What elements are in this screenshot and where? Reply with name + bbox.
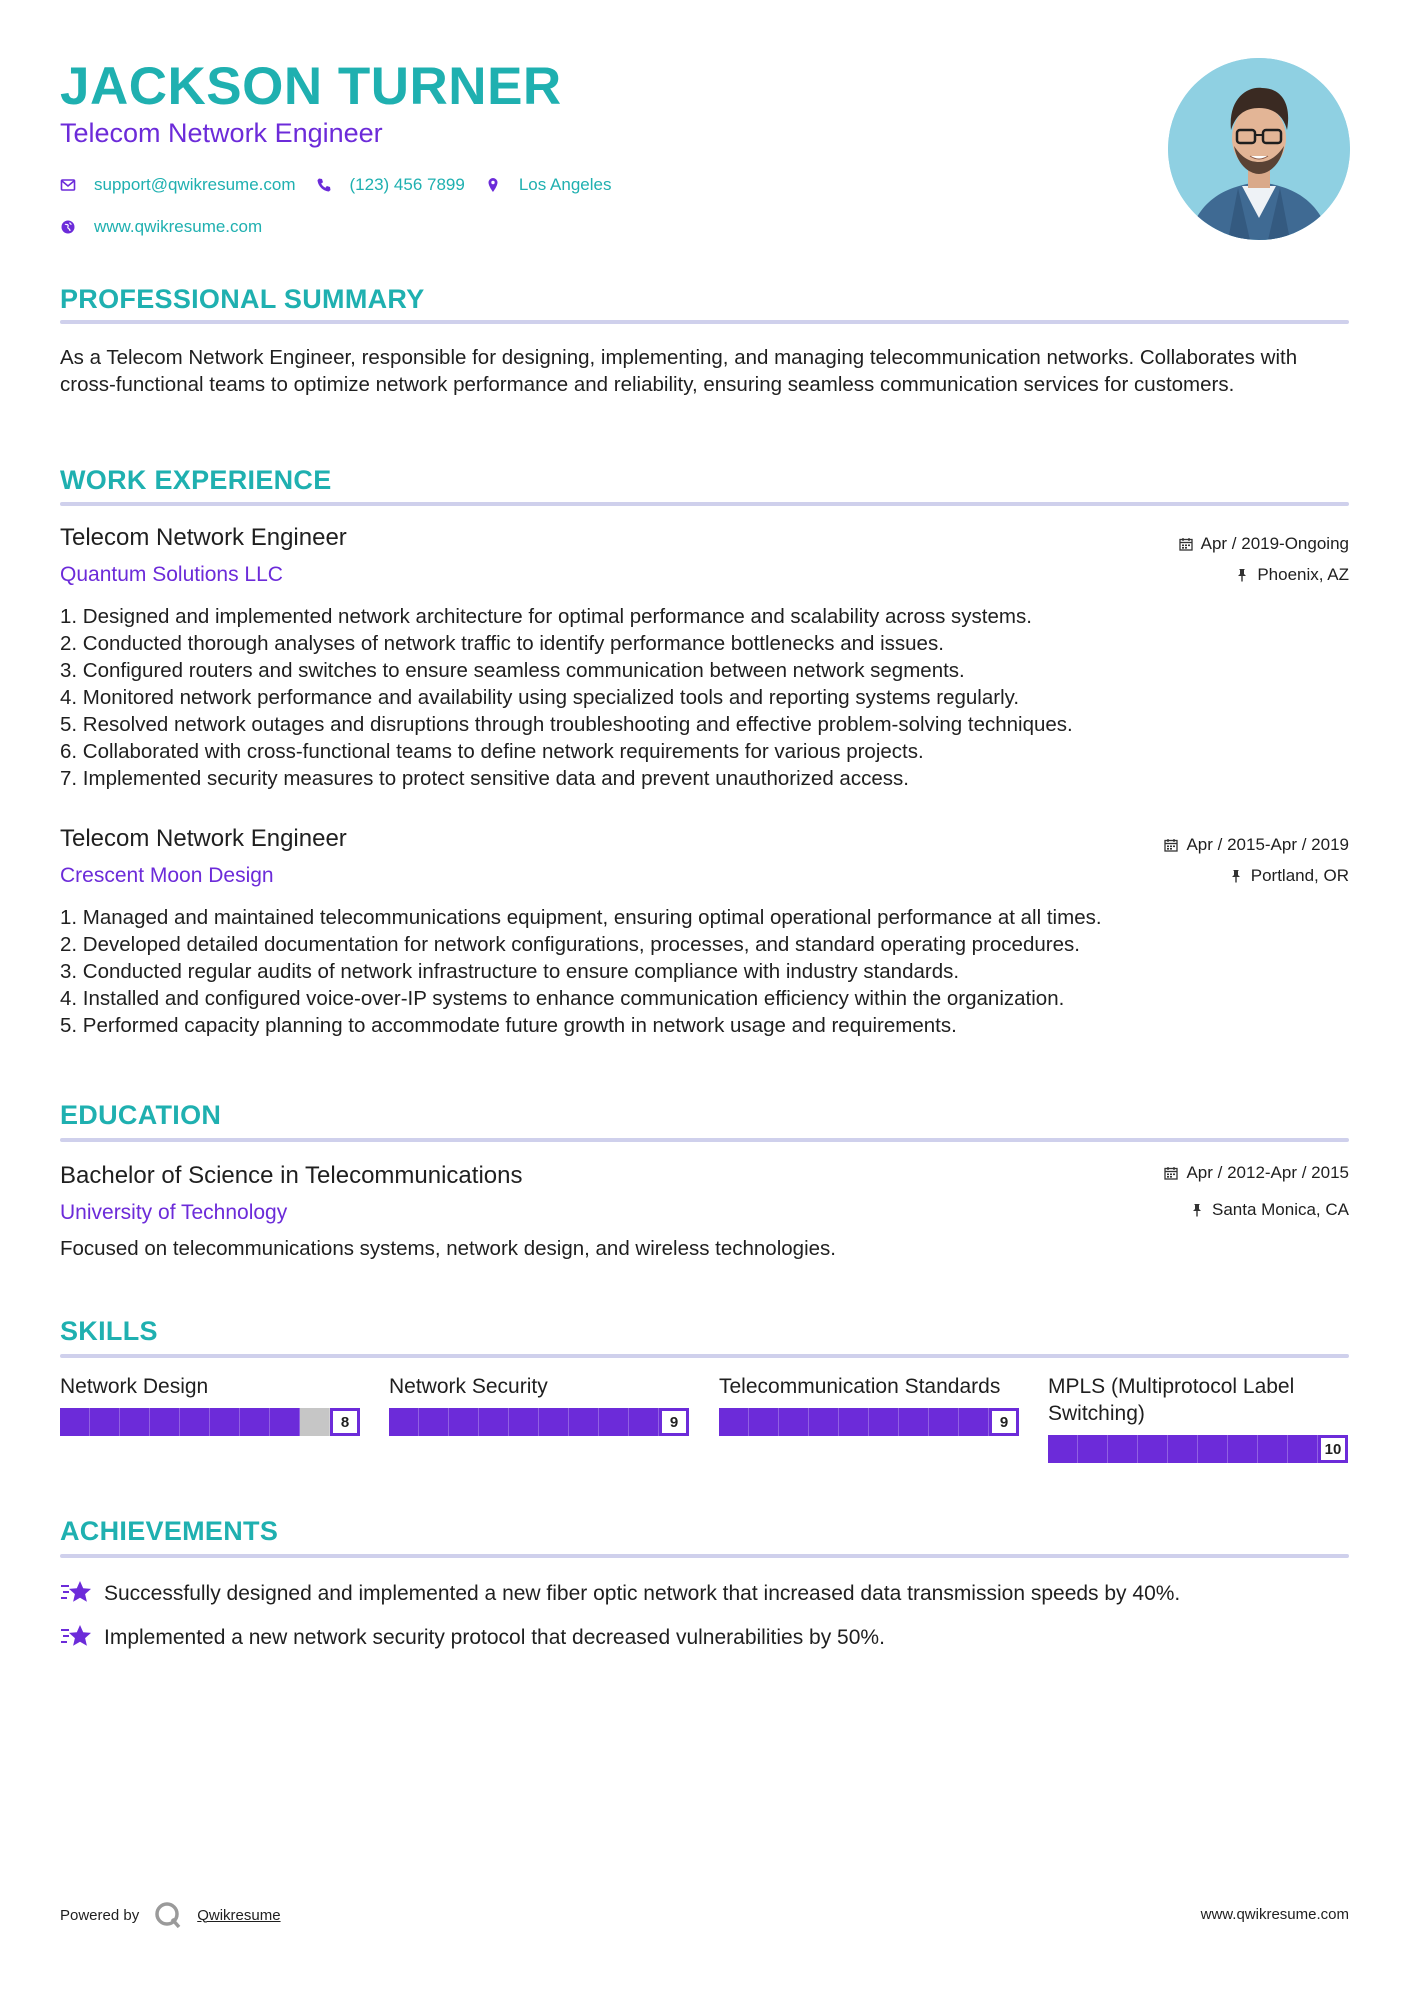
section-heading-experience: WORK EXPERIENCE — [60, 465, 332, 495]
map-pin-icon — [485, 177, 501, 193]
skill-level-bar — [1048, 1435, 1348, 1463]
job-dates — [1164, 836, 1349, 853]
footer-website[interactable]: www.qwikresume.com — [1200, 1906, 1349, 1923]
skill-item — [389, 1373, 689, 1436]
education-location — [1190, 1201, 1349, 1218]
job-company: Quantum Solutions LLC — [60, 563, 283, 586]
skill-bar-segment — [929, 1408, 959, 1436]
skill-bar-segment — [120, 1408, 150, 1436]
footer-powered-by — [60, 1900, 281, 1930]
phone-icon — [316, 177, 332, 193]
education-description: Focused on telecommunications systems, network design, and wireless technologies. — [60, 1237, 836, 1260]
school-name: University of Technology — [60, 1201, 288, 1224]
achievement-text: Implemented a new network security protocol that decreased vulnerabilities by 50%. — [104, 1625, 885, 1649]
achievement-item — [60, 1578, 1180, 1608]
skill-bar-segment — [569, 1408, 599, 1436]
skill-bar-segment — [270, 1408, 300, 1436]
skill-bar-segment — [1258, 1435, 1288, 1463]
skill-bar-segment — [240, 1408, 270, 1436]
contact-website[interactable]: www.qwikresume.com — [94, 217, 263, 236]
envelope-icon — [60, 177, 76, 193]
section-divider — [60, 502, 1349, 506]
skill-bar-segment — [1288, 1435, 1318, 1463]
pushpin-icon — [1235, 568, 1249, 582]
job-title: Telecom Network Engineer — [60, 524, 347, 551]
skill-bar-segment — [599, 1408, 629, 1436]
calendar-icon — [1164, 1166, 1178, 1180]
summary-text: As a Telecom Network Engineer, responsible for designing, implementing, and managing telecommunication networks. Collaborates with cross-functional teams to optimize network performance and reliability, ensuring seamless communication services for customers. — [60, 346, 1298, 396]
skill-bar-segment — [449, 1408, 479, 1436]
contact-row-primary — [60, 176, 631, 193]
skill-item — [60, 1373, 360, 1436]
skill-bar-segment — [479, 1408, 509, 1436]
section-divider — [60, 320, 1349, 324]
skill-bar-segment — [629, 1408, 659, 1436]
skill-bar-segment — [1228, 1435, 1258, 1463]
job-location — [1235, 566, 1349, 583]
section-divider — [60, 1354, 1349, 1358]
skill-bar-segment — [389, 1408, 419, 1436]
achievement-text: Successfully designed and implemented a new fiber optic network that increased data transmission speeds by 40%. — [104, 1581, 1181, 1605]
job-location-text: Portland, OR — [1250, 866, 1349, 885]
skill-bar-segment — [809, 1408, 839, 1436]
list-item: 1. Designed and implemented network architecture for optimal performance and scalability across systems. — [60, 605, 1032, 628]
skill-level-value: 9 — [659, 1408, 689, 1436]
contact-phone[interactable]: (123) 456 7899 — [349, 175, 465, 194]
contact-email[interactable]: support@qwikresume.com — [94, 175, 296, 194]
candidate-name: JACKSON TURNER — [60, 57, 562, 116]
job-title: Telecom Network Engineer — [60, 825, 347, 852]
list-item: 6. Collaborated with cross-functional teams to define network requirements for various projects. — [60, 740, 924, 763]
skill-bar-segment — [1108, 1435, 1138, 1463]
section-divider — [60, 1554, 1349, 1558]
skill-bar-segment — [1078, 1435, 1108, 1463]
skill-level-bar — [719, 1408, 1019, 1436]
job-dates-text: Apr / 2019-Ongoing — [1200, 534, 1349, 553]
globe-icon — [60, 219, 76, 235]
degree-title: Bachelor of Science in Telecommunications — [60, 1162, 523, 1189]
skill-bar-segment — [899, 1408, 929, 1436]
star-icon — [60, 1622, 92, 1652]
skill-bar-segment — [839, 1408, 869, 1436]
skill-bar-segment — [180, 1408, 210, 1436]
skill-bar-segment — [1048, 1435, 1078, 1463]
list-item: 2. Developed detailed documentation for network configurations, processes, and standard operating procedures. — [60, 933, 1080, 956]
list-item: 5. Performed capacity planning to accommodate future growth in network usage and requirements. — [60, 1014, 957, 1037]
candidate-title: Telecom Network Engineer — [60, 118, 383, 148]
skill-level-value: 10 — [1318, 1435, 1348, 1463]
skill-name: Telecommunication Standards — [719, 1375, 1001, 1398]
skill-bar-segment — [509, 1408, 539, 1436]
job-dates-text: Apr / 2015-Apr / 2019 — [1186, 835, 1349, 854]
skill-level-bar — [60, 1408, 360, 1436]
skill-bar-segment — [300, 1408, 330, 1436]
skill-bar-segment — [719, 1408, 749, 1436]
list-item: 2. Conducted thorough analyses of network traffic to identify performance bottlenecks and issues. — [60, 632, 944, 655]
skill-bar-segment — [1138, 1435, 1168, 1463]
job-dates — [1179, 535, 1349, 552]
education-dates — [1164, 1164, 1349, 1181]
skill-item — [1048, 1373, 1348, 1463]
job-duties-list — [60, 904, 1349, 1039]
calendar-icon — [1164, 838, 1178, 852]
section-heading-achievements: ACHIEVEMENTS — [60, 1516, 279, 1546]
list-item: 3. Configured routers and switches to ensure seamless communication between network segments. — [60, 659, 965, 682]
section-heading-summary: PROFESSIONAL SUMMARY — [60, 284, 425, 314]
education-dates-text: Apr / 2012-Apr / 2015 — [1186, 1163, 1349, 1182]
skill-name: Network Security — [389, 1375, 548, 1398]
skill-bar-segment — [419, 1408, 449, 1436]
skill-bar-segment — [869, 1408, 899, 1436]
achievement-item — [60, 1622, 885, 1652]
skill-name: MPLS (Multiprotocol Label Switching) — [1048, 1375, 1295, 1425]
skill-bar-segment — [1198, 1435, 1228, 1463]
powered-by-label: Powered by — [60, 1906, 140, 1924]
skill-name: Network Design — [60, 1375, 209, 1398]
list-item: 4. Monitored network performance and availability using specialized tools and reporting systems regularly. — [60, 686, 1020, 709]
skill-bar-segment — [90, 1408, 120, 1436]
job-location-text: Phoenix, AZ — [1257, 565, 1349, 584]
section-heading-education: EDUCATION — [60, 1100, 222, 1130]
skill-bar-segment — [779, 1408, 809, 1436]
pushpin-icon — [1190, 1203, 1204, 1217]
section-heading-skills: SKILLS — [60, 1316, 158, 1346]
list-item: 4. Installed and configured voice-over-IP systems to enhance communication efficiency within the organization. — [60, 987, 1065, 1010]
skill-bar-segment — [1168, 1435, 1198, 1463]
skill-bar-segment — [60, 1408, 90, 1436]
qwikresume-logo-icon — [153, 1900, 183, 1930]
list-item: 5. Resolved network outages and disruptions through troubleshooting and effective problem-solving techniques. — [60, 713, 1073, 736]
job-location — [1229, 867, 1349, 884]
contact-row-secondary — [60, 218, 282, 235]
pushpin-icon — [1229, 869, 1243, 883]
calendar-icon — [1179, 537, 1193, 551]
education-location-text: Santa Monica, CA — [1211, 1200, 1349, 1219]
section-divider — [60, 1138, 1349, 1142]
skill-level-bar — [389, 1408, 689, 1436]
skill-item — [719, 1373, 1019, 1436]
skill-bar-segment — [150, 1408, 180, 1436]
skill-bar-segment — [539, 1408, 569, 1436]
list-item: 3. Conducted regular audits of network infrastructure to ensure compliance with industry standards. — [60, 960, 960, 983]
star-icon — [60, 1578, 92, 1608]
job-company: Crescent Moon Design — [60, 864, 274, 887]
skill-bar-segment — [749, 1408, 779, 1436]
qwikresume-link[interactable]: Qwikresume — [197, 1906, 281, 1924]
skill-bar-segment — [210, 1408, 240, 1436]
skill-level-value: 8 — [330, 1408, 360, 1436]
contact-location: Los Angeles — [518, 175, 612, 194]
list-item: 7. Implemented security measures to protect sensitive data and prevent unauthorized access. — [60, 767, 909, 790]
profile-photo — [1168, 58, 1350, 240]
skill-level-value: 9 — [989, 1408, 1019, 1436]
list-item: 1. Managed and maintained telecommunications equipment, ensuring optimal operational performance at all times. — [60, 906, 1102, 929]
job-duties-list — [60, 603, 1349, 792]
skill-bar-segment — [959, 1408, 989, 1436]
